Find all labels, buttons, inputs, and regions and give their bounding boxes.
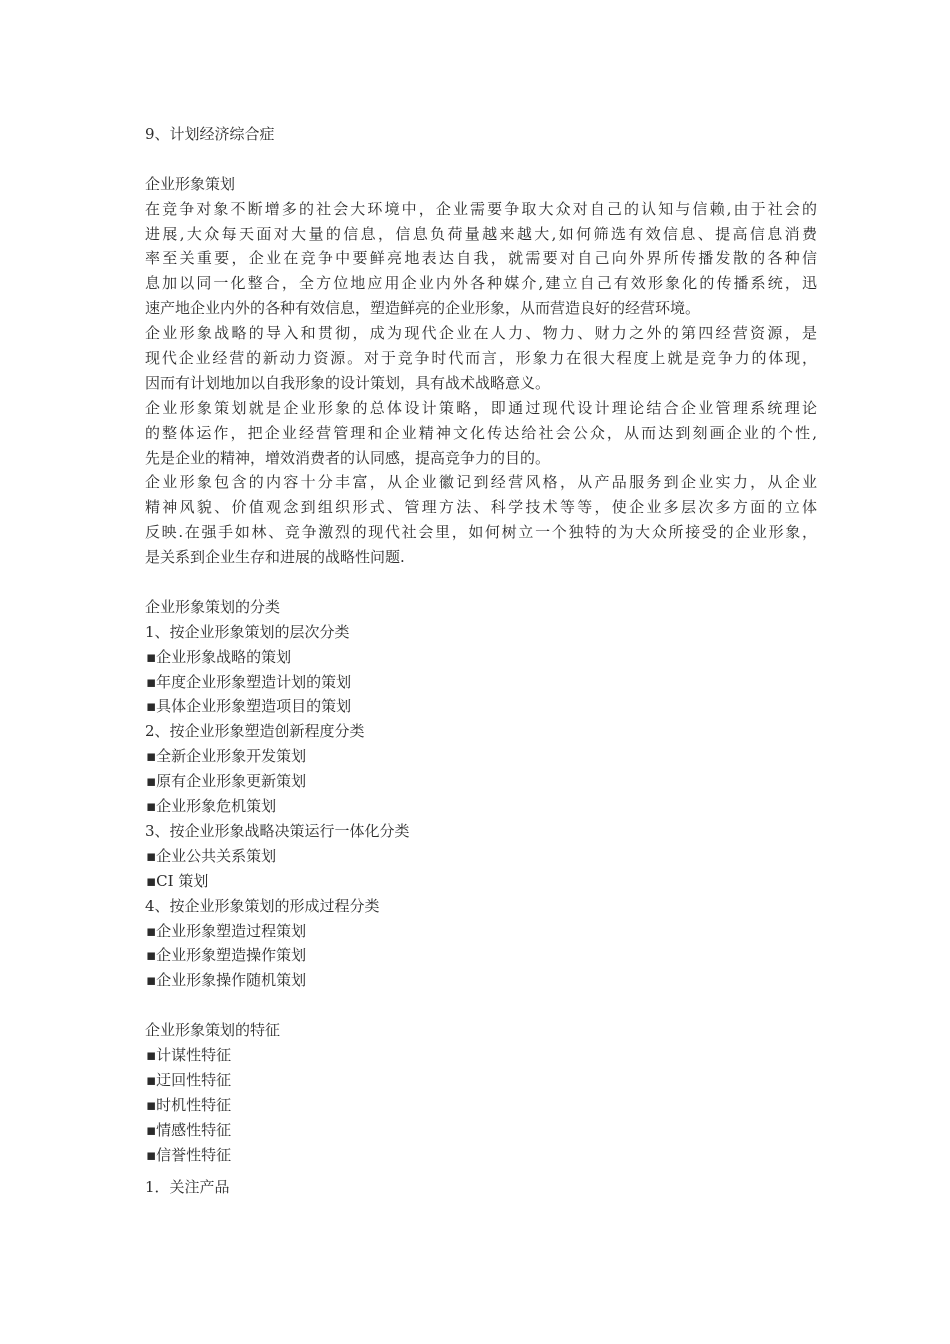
section-title-image-planning: 企业形象策划 bbox=[145, 174, 236, 193]
paragraph-4 bbox=[145, 470, 817, 570]
list-item: ▪企业形象塑造操作策划 bbox=[146, 946, 307, 965]
paragraph-line: 企业形象包含的内容十分丰富，从企业徽记到经营风格，从产品服务到企业实力，从企业 bbox=[145, 473, 817, 492]
list-item: ▪迂回性特征 bbox=[146, 1070, 232, 1089]
section-title-classification: 企业形象策划的分类 bbox=[145, 597, 281, 616]
list-item: ▪企业形象操作随机策划 bbox=[146, 971, 307, 990]
paragraph-line: 企业形象战略的导入和贯彻，成为现代企业在人力、物力、财力之外的第四经营资源，是 bbox=[145, 324, 817, 343]
list-item: ▪企业公共关系策划 bbox=[146, 846, 277, 865]
list-item: ▪企业形象塑造过程策划 bbox=[146, 921, 307, 940]
numbered-item-focus-product: 1．关注产品 bbox=[145, 1178, 230, 1197]
list-item: ▪CI 策划 bbox=[146, 871, 209, 890]
list-item: ▪全新企业形象开发策划 bbox=[146, 747, 307, 766]
paragraph-line: 是关系到企业生存和进展的战略性问题. bbox=[145, 548, 405, 567]
paragraph-line: 率至关重要，企业在竞争中要鲜亮地表达自我，就需要对自己向外界所传播发散的各种信 bbox=[145, 249, 817, 268]
group-heading-2: 2、按企业形象塑造创新程度分类 bbox=[145, 722, 365, 741]
group-heading-1: 1、按企业形象策划的层次分类 bbox=[145, 622, 350, 641]
list-item: ▪企业形象战略的策划 bbox=[146, 647, 292, 666]
paragraph-line: 反映.在强手如林、竞争激烈的现代社会里，如何树立一个独特的为大众所接受的企业形象， bbox=[145, 523, 817, 542]
paragraph-3 bbox=[145, 396, 817, 471]
list-item: ▪企业形象危机策划 bbox=[146, 797, 277, 816]
paragraph-line: 精神风貌、价值观念到组织形式、管理方法、科学技术等等，使企业多层次多方面的立体 bbox=[145, 498, 817, 517]
paragraph-line: 速产地企业内外的各种有效信息，塑造鲜亮的企业形象，从而营造良好的经营环境。 bbox=[145, 299, 701, 318]
list-item: ▪情感性特征 bbox=[146, 1120, 232, 1139]
paragraph-line: 的整体运作，把企业经营管理和企业精神文化传达给社会公众，从而达到刻画企业的个性, bbox=[145, 423, 817, 442]
paragraph-line: 因而有计划地加以自我形象的设计策划，具有战术战略意义。 bbox=[145, 373, 551, 392]
paragraph-2 bbox=[145, 321, 817, 396]
list-item: ▪具体企业形象塑造项目的策划 bbox=[146, 697, 352, 716]
paragraph-1 bbox=[145, 197, 817, 321]
document-page bbox=[145, 122, 817, 1200]
paragraph-line: 息加以同一化整合，全方位地应用企业内外各种媒介,建立自己有效形象化的传播系统，迅 bbox=[145, 274, 817, 293]
list-item: ▪计谋性特征 bbox=[146, 1045, 232, 1064]
paragraph-line: 在竞争对象不断增多的社会大环境中，企业需要争取大众对自己的认知与信赖,由于社会的 bbox=[145, 199, 817, 218]
group-heading-3: 3、按企业形象战略决策运行一体化分类 bbox=[145, 821, 410, 840]
paragraph-line: 现代企业经营的新动力资源。对于竞争时代而言，形象力在很大程度上就是竞争力的体现， bbox=[145, 349, 817, 368]
list-item: ▪时机性特征 bbox=[146, 1095, 232, 1114]
paragraph-line: 先是企业的精神，增效消费者的认同感，提高竞争力的目的。 bbox=[145, 448, 551, 467]
list-item: ▪原有企业形象更新策划 bbox=[146, 772, 307, 791]
section-title-features: 企业形象策划的特征 bbox=[145, 1021, 281, 1040]
group-heading-4: 4、按企业形象策划的形成过程分类 bbox=[145, 896, 380, 915]
list-item: ▪年度企业形象塑造计划的策划 bbox=[146, 672, 352, 691]
heading-planned-economy: 9、计划经济综合症 bbox=[145, 125, 275, 143]
paragraph-line: 进展,大众每天面对大量的信息，信息负荷量越来越大,如何筛选有效信息、提高信息消费 bbox=[145, 224, 817, 243]
list-item: ▪信誉性特征 bbox=[146, 1145, 232, 1164]
paragraph-line: 企业形象策划就是企业形象的总体设计策略，即通过现代设计理论结合企业管理系统理论 bbox=[145, 398, 817, 417]
